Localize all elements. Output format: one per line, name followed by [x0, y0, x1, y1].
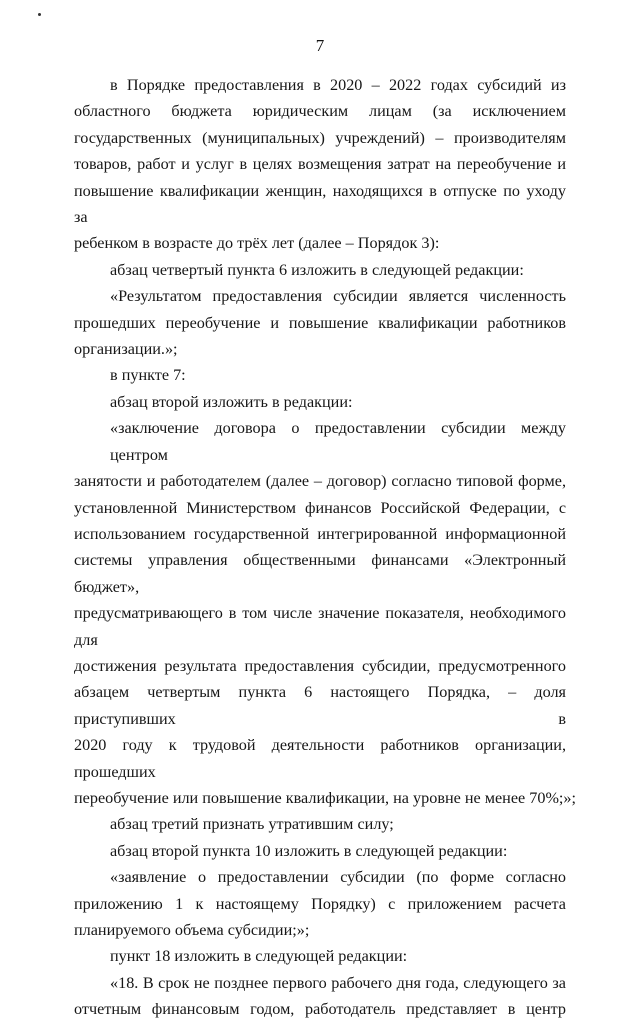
text-line: организации.»;: [74, 340, 178, 359]
text-line: предусматривающего в том числе значение показателя, необходимого для: [74, 604, 566, 649]
text-line: товаров, работ и услуг в целях возмещения затрат на переобучение и: [74, 155, 566, 174]
text-line: областного бюджета юридическим лицам (за исключением: [74, 102, 566, 121]
text-line: государственных (муниципальных) учреждений) – производителям: [74, 128, 566, 147]
text-line: абзац второй пункта 10 изложить в следующей редакции:: [110, 841, 508, 860]
text-line: прошедших переобучение и повышение квалификации работников: [74, 313, 566, 332]
text-line: переобучение или повышение квалификации, на уровне не менее 70%;»;: [74, 788, 577, 807]
text-line: ребенком в возрасте до трёх лет (далее – Порядок 3):: [74, 234, 440, 253]
text-line: использованием государственной интегрированной информационной: [74, 524, 566, 543]
text-line: 2020 году к трудовой деятельности работников организации, прошедших: [74, 736, 566, 781]
text-line: абзацем четвертым пункта 6 настоящего Порядка, – доля приступивших в: [74, 683, 566, 728]
text-line: в пункте 7:: [110, 366, 186, 385]
text-line: пункт 18 изложить в следующей редакции:: [110, 947, 408, 966]
text-line: «заключение договора о предоставлении субсидии между центром: [110, 419, 566, 464]
scan-mark: [38, 13, 41, 16]
document-body: [74, 72, 577, 1023]
text-line: установленной Министерством финансов Российской Федерации, с: [74, 498, 566, 517]
text-line: приложению 1 к настоящему Порядку) с приложением расчета: [74, 894, 566, 913]
text-line: в Порядке предоставления в 2020 – 2022 годах субсидий из: [110, 76, 566, 94]
text-line: абзац второй изложить в редакции:: [110, 392, 353, 411]
text-line: «Результатом предоставления субсидии является численность: [110, 287, 566, 306]
page-number: 7: [315, 36, 325, 55]
text-line: занятости и работодателем (далее – договор) согласно типовой форме,: [74, 472, 566, 491]
text-line: повышение квалификации женщин, находящихся в отпуске по уходу за: [74, 181, 566, 227]
text-line: отчетным финансовым годом, работодатель представляет в центр: [74, 1000, 566, 1019]
text-line: абзац четвертый пункта 6 изложить в следующей редакции:: [110, 260, 524, 279]
text-line: достижения результата предоставления субсидии, предусмотренного: [74, 656, 566, 675]
text-line: «18. В срок не позднее первого рабочего дня года, следующего за: [110, 973, 566, 992]
text-line: системы управления общественными финансами «Электронный бюджет»,: [74, 551, 566, 596]
text-line: абзац третий признать утратившим силу;: [110, 815, 394, 834]
text-line: «заявление о предоставлении субсидии (по форме согласно: [110, 868, 566, 887]
text-line: планируемого объема субсидии;»;: [74, 921, 310, 939]
